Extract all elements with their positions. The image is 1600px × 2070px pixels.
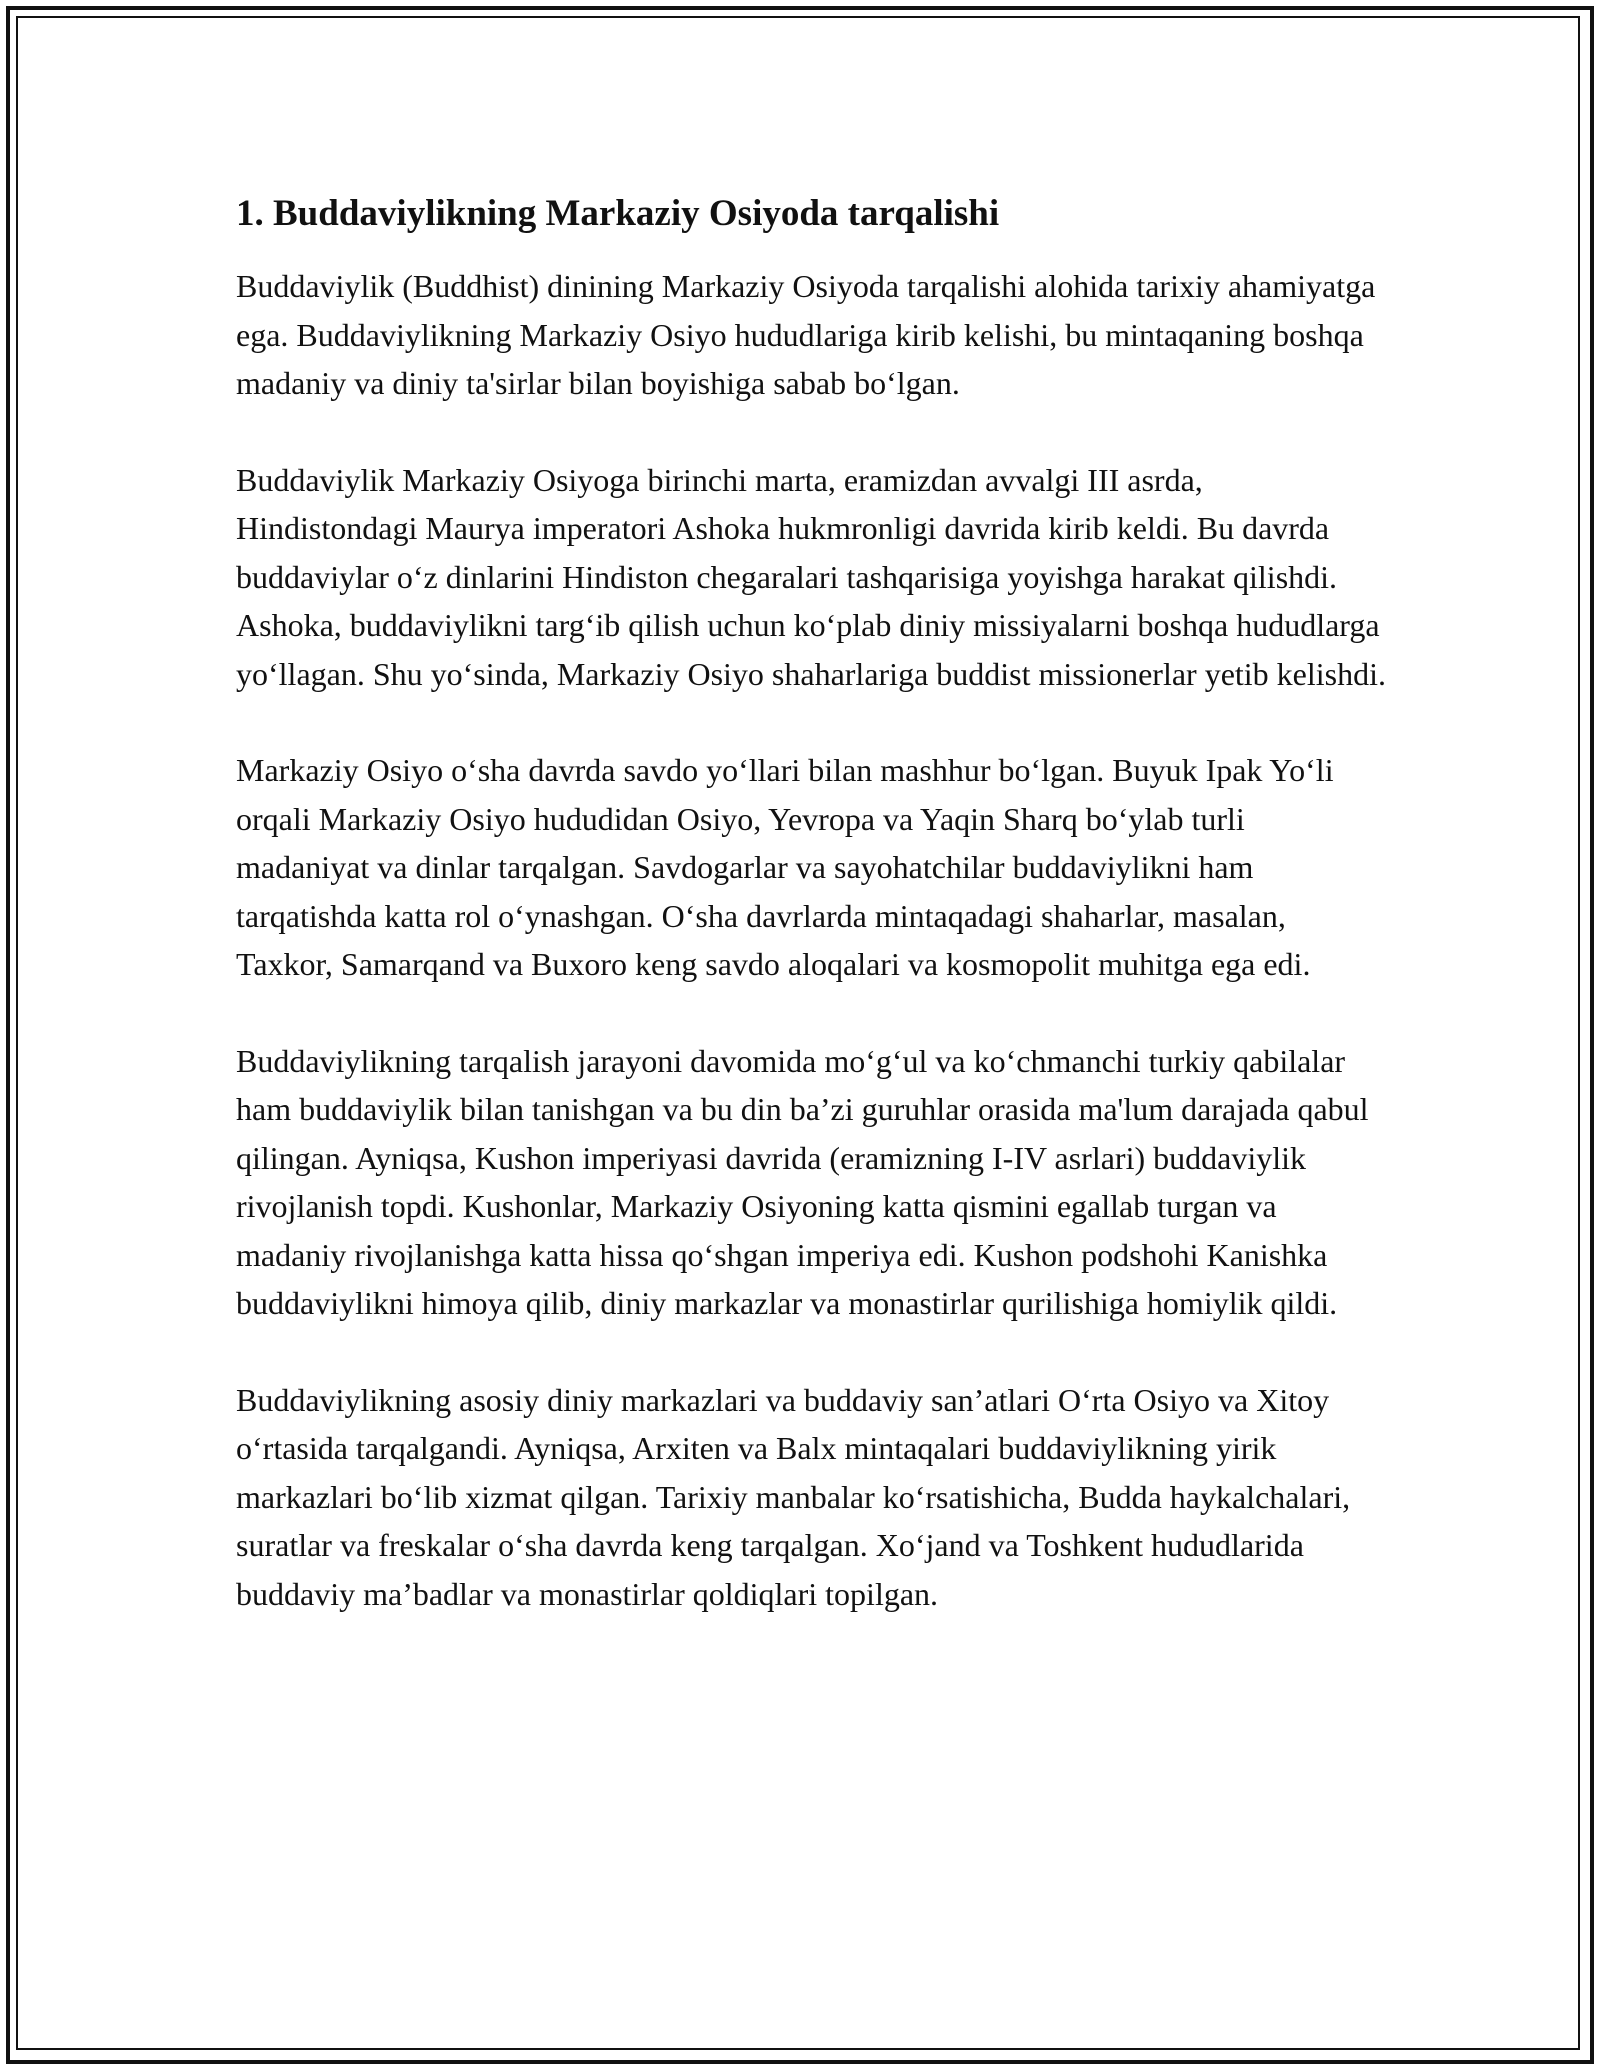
paragraph-5: Buddaviylikning asosiy diniy markazlari va buddaviy san’atlari O‘rta Osiyo va Xitoy o‘rtasida tarqalgandi. Ayniqsa, Arxiten va Balx mintaqalari buddaviylikning yirik markazlari bo‘lib xizmat qilgan. Tarixiy manbalar ko‘rsatishicha, Budda haykalchalari, suratlar va freskalar o‘sha davrda keng tarqalgan. Xo‘jand va Toshkent hududlarida buddaviy ma’badlar va monastirlar qoldiqlari topilgan.	[236, 1381, 1351, 1612]
section-heading: 1. Buddaviylikning Markaziy Osiyoda tarqalishi	[236, 193, 1000, 234]
paragraph-2: Buddaviylik Markaziy Osiyoga birinchi marta, eramizdan avvalgi III asrda, Hindistondagi Maurya imperatori Ashoka hukmronligi davrida kirib keldi. Bu davrda buddaviylar o‘z dinlarini Hindiston chegaralari tashqarisiga yoyishga harakat qilishdi. Ashoka, buddaviylikni targ‘ib qilish uchun ko‘plab diniy missiyalarni boshqa hududlarga yo‘llagan. Shu yo‘sinda, Markaziy Osiyo shaharlariga buddist missionerlar yetib kelishdi.	[236, 461, 1386, 692]
paragraph-1: Buddaviylik (Buddhist) dinining Markaziy Osiyoda tarqalishi alohida tarixiy ahamiyatga ega. Buddaviylikning Markaziy Osiyo hududlariga kirib kelishi, bu mintaqaning boshqa madaniy va diniy ta'sirlar bilan boyishiga sabab bo‘lgan.	[236, 268, 1376, 401]
paragraph-4: Buddaviylikning tarqalish jarayoni davomida mo‘g‘ul va ko‘chmanchi turkiy qabilalar ham buddaviylik bilan tanishgan va bu din ba’zi guruhlar orasida ma'lum darajada qabul qilingan. Ayniqsa, Kushon imperiyasi davrida (eramizning I-IV asrlari) buddaviylik rivojlanish topdi. Kushonlar, Markaziy Osiyoning katta qismini egallab turgan va madaniy rivojlanishga katta hissa qo‘shgan imperiya edi. Kushon podshohi Kanishka buddaviylikni himoya qilib, diniy markazlar va monastirlar qurilishiga homiylik qildi.	[236, 1042, 1369, 1321]
paragraph-3: Markaziy Osiyo o‘sha davrda savdo yo‘llari bilan mashhur bo‘lgan. Buyuk Ipak Yo‘li orqali Markaziy Osiyo hududidan Osiyo, Yevropa va Yaqin Sharq bo‘ylab turli madaniyat va dinlar tarqalgan. Savdogarlar va sayohatchilar buddaviylikni ham tarqatishda katta rol o‘ynashgan. O‘sha davrlarda mintaqadagi shaharlar, masalan, Taxkor, Samarqand va Buxoro keng savdo aloqalari va kosmopolit muhitga ega edi.	[236, 752, 1334, 982]
document-body	[236, 188, 1386, 1666]
